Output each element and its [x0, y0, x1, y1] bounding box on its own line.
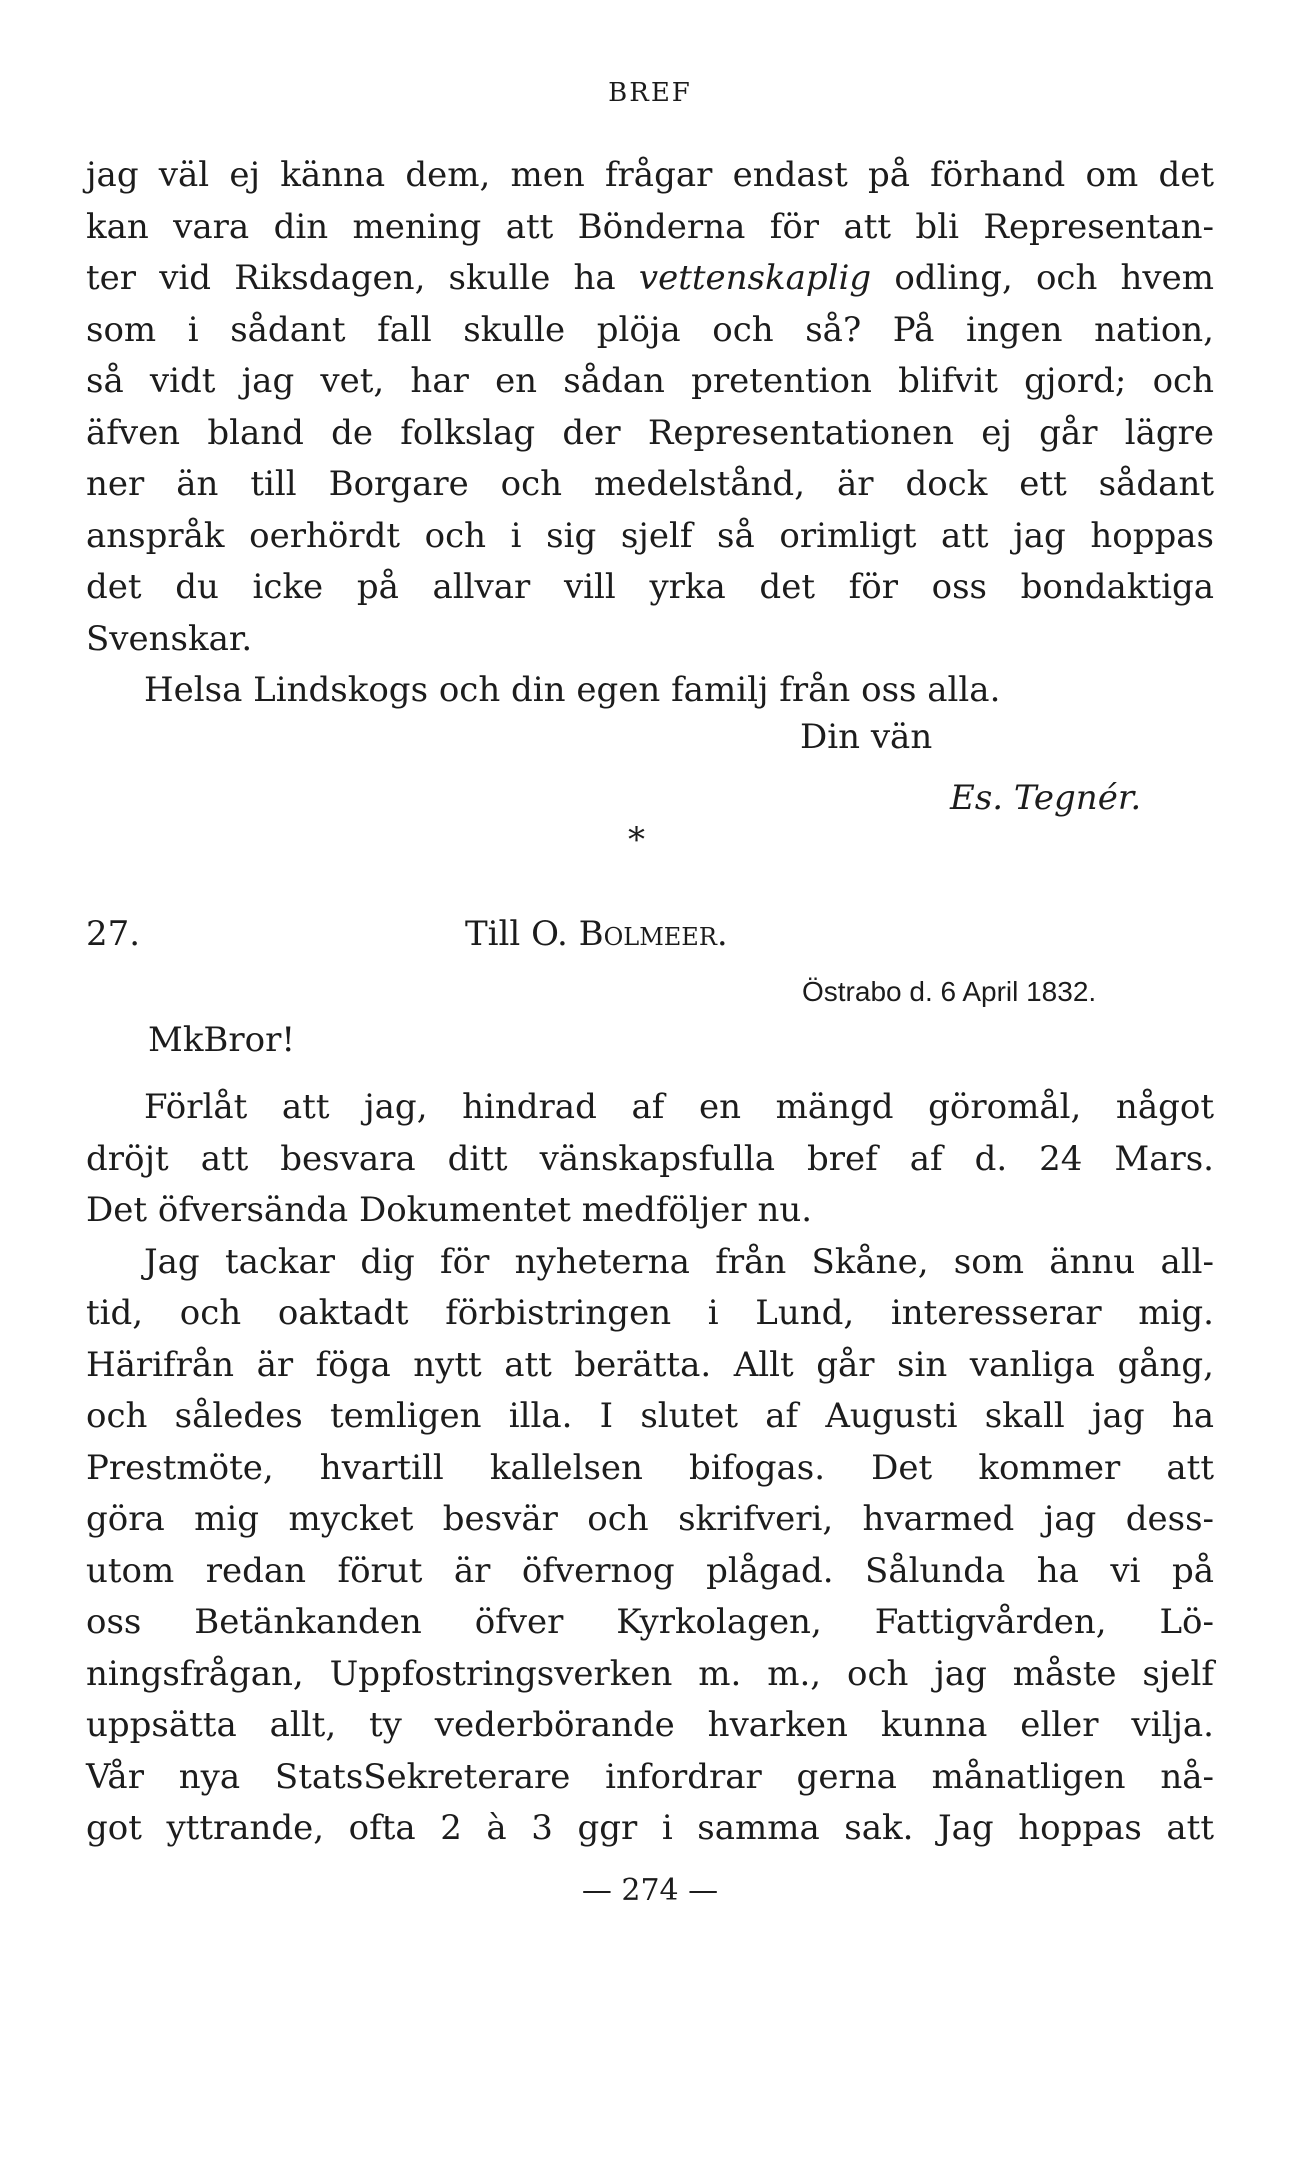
italic-word: vettenskaplig: [638, 258, 872, 298]
text-line: göra mig mycket besvär och skrifveri, hvarmed jag dess-: [86, 1499, 1214, 1539]
text-line: Härifrån är föga nytt att berätta. Allt går sin vanliga gång,: [86, 1344, 1214, 1385]
text-line: och således temligen illa. I slutet af Augusti skall jag ha: [86, 1396, 1214, 1436]
text-line: Förlåt att jag, hindrad af en mängd göromål, något: [144, 1087, 1214, 1127]
salutation: MkBror!: [148, 1020, 296, 1060]
addressee-prefix: Till O.: [465, 914, 568, 954]
page-number: — 274 —: [581, 1873, 719, 1908]
text-line: utom redan förut är öfvernog plågad. Sålunda ha vi på: [86, 1550, 1214, 1591]
text-line: dröjt att besvara ditt vänskapsfulla bref af d. 24 Mars.: [86, 1138, 1214, 1179]
text-line: det du icke på allvar vill yrka det för oss bondaktiga: [86, 567, 1214, 607]
running-head: BREF: [608, 78, 692, 108]
text-line: anspråk oerhördt och i sig sjelf så orimligt att jag hoppas: [86, 515, 1214, 556]
text-line: ner än till Borgare och medelstånd, är dock ett sådant: [86, 464, 1214, 504]
text-line: Vår nya StatsSekreterare infordrar gerna månatligen nå-: [86, 1756, 1214, 1797]
text-line: ningsfrågan, Uppfostringsverken m. m., och jag måste sjelf: [86, 1653, 1214, 1694]
letter-27-body: [86, 1082, 1214, 1855]
letter-number: 27.: [86, 914, 141, 954]
section-separator: *: [628, 820, 645, 860]
signature: Es. Tegnér.: [950, 778, 1142, 818]
text-line: oss Betänkanden öfver Kyrkolagen, Fattigvården, Lö-: [86, 1602, 1214, 1642]
text-line: Det öfversända Dokumentet medföljer nu.: [86, 1190, 813, 1230]
text-line: Jag tackar dig för nyheterna från Skåne, som ännu all-: [144, 1241, 1214, 1282]
letter-26-body: [86, 150, 1214, 717]
text-line: Prestmöte, hvartill kallelsen bifogas. Det kommer att: [86, 1447, 1214, 1488]
closing-line: Din vän: [800, 717, 933, 757]
text-line: Svenskar.: [86, 618, 253, 659]
text-line: tid, och oaktadt förbistringen i Lund, interesserar mig.: [86, 1293, 1214, 1333]
text-line: kan vara din mening att Bönderna för att bli Representan-: [86, 206, 1214, 247]
text-segment: odling, och hvem: [894, 258, 1214, 298]
greeting-line: Helsa Lindskogs och din egen familj från oss alla.: [144, 670, 1001, 710]
text-line: uppsätta allt, ty vederbörande hvarken kunna eller vilja.: [86, 1705, 1214, 1745]
text-line: got yttrande, ofta 2 à 3 ggr i samma sak. Jag hoppas att: [86, 1808, 1214, 1848]
text-line: jag väl ej känna dem, men frågar endast på förhand om det: [86, 155, 1214, 195]
text-line: så vidt jag vet, har en sådan pretention blifvit gjord; och: [86, 361, 1214, 401]
letter-heading: [465, 914, 728, 954]
text-line-mixed: [86, 253, 1214, 305]
text-segment: ter vid Riksdagen, skulle ha: [86, 258, 616, 298]
addressee-name: Bolmeer.: [578, 914, 728, 954]
place-date: Östrabo d. 6 April 1832.: [802, 976, 1097, 1007]
text-line: äfven bland de folkslag der Representationen ej går lägre: [86, 412, 1214, 453]
text-line: som i sådant fall skulle plöja och så? På ingen nation,: [86, 309, 1214, 350]
